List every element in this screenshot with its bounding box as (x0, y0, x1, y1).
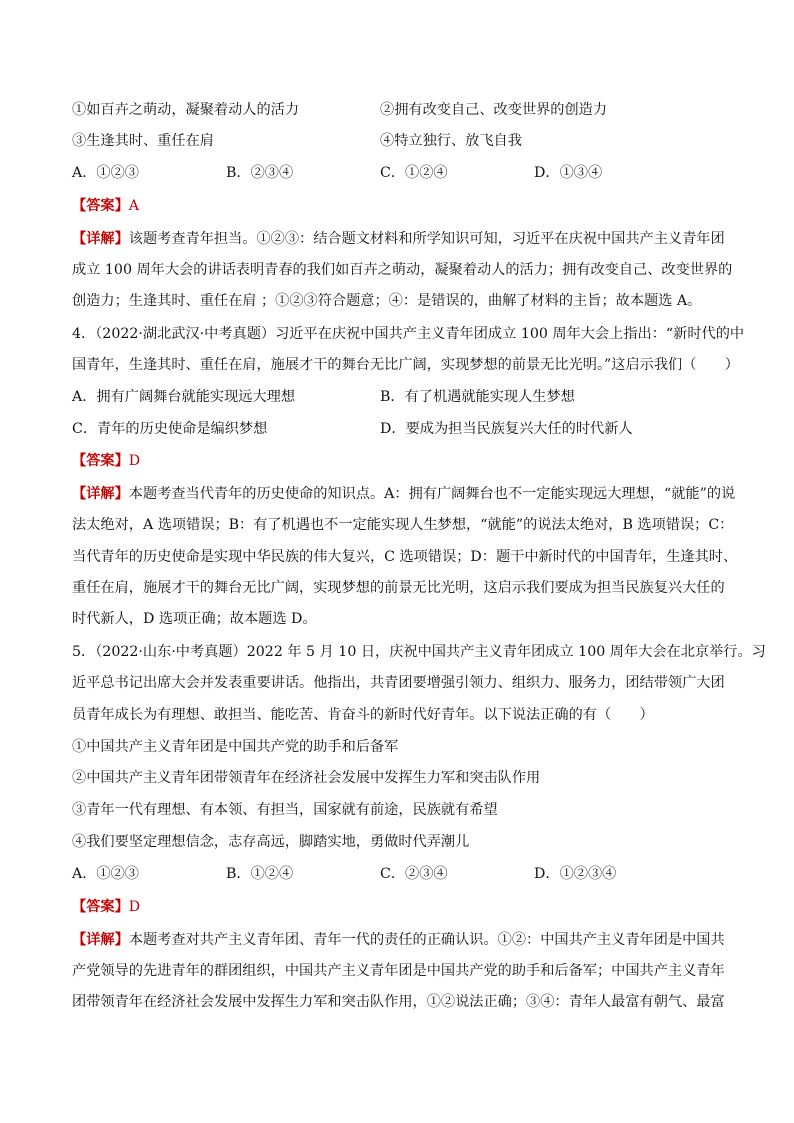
q4-answer-line (72, 451, 140, 471)
answer-value: D (128, 453, 141, 469)
q3-answer-line (72, 196, 139, 216)
answer-tag: 【答案】 (72, 198, 129, 214)
q5-detail-line-2: 产党领导的先进青年的群团组织，中国共产主义青年团是中国共产党的助手和后备军；中国共产主义青年 (72, 963, 725, 979)
q4-stem-line-2: 国青年，生逢其时、重任在肩，施展才干的舞台无比广阔，实现梦想的前景无比光明。”这启示我们（ ） (72, 357, 739, 373)
q5-detail-line-3: 团带领青年在经济社会发展中发挥生力军和突击队作用，①②说法正确；③④：青年人最富有朝气、最富 (72, 994, 725, 1010)
q5-option-d: D．①②③④ (534, 866, 617, 882)
q5-detail-line-1 (72, 930, 725, 950)
q5-stem-line-3: 员青年成长为有理想、敢担当、能吃苦、肯奋斗的新时代好青年。以下说法正确的有（ ） (72, 707, 654, 723)
q5-statement-1: ①中国共产主义青年团是中国共产党的助手和后备军 (72, 739, 399, 755)
q3-option-d: D．①③④ (534, 165, 603, 181)
q4-option-a: A．拥有广阔舞台就能实现远大理想 (72, 389, 296, 405)
q5-stem-line-2: 近平总书记出席大会并发表重要讲话。他指出，共青团要增强引领力、组织力、服务力，团结带领广大团 (72, 675, 725, 691)
q4-detail-line-5: 时代新人，D 选项正确；故本题选 D。 (72, 611, 317, 627)
detail-text: 本题考查当代青年的历史使命的知识点。A：拥有广阔舞台也不一定能实现远大理想，“就能”的说 (128, 486, 736, 502)
answer-tag: 【答案】 (72, 453, 129, 469)
q4-detail-line-4: 重任在肩，施展才干的舞台无比广阔，实现梦想的前景无比光明，这启示我们要成为担当民族复兴大任的 (72, 580, 725, 596)
answer-value: D (128, 899, 141, 915)
q5-statement-2: ②中国共产主义青年团带领青年在经济社会发展中发挥生力军和突击队作用 (72, 770, 541, 786)
q3-statement-1: ①如百卉之萌动，凝聚着动人的活力 (72, 102, 300, 118)
q5-statement-3: ③青年一代有理想、有本领、有担当，国家就有前途，民族就有希望 (72, 802, 498, 818)
detail-tag: 【详解】 (72, 231, 129, 247)
q5-option-b: B．①②④ (226, 866, 294, 882)
answer-value: A (128, 198, 140, 214)
q4-detail-line-1 (72, 484, 735, 504)
q3-statement-2: ②拥有改变自己、改变世界的创造力 (380, 102, 608, 118)
q5-stem-line-1: 5．（2022·山东·中考真题）2022 年 5 月 10 日，庆祝中国共产主义青年团成立 100 周年大会在北京举行。习 (72, 644, 766, 660)
q4-option-d: D．要成为担当民族复兴大任的时代新人 (380, 421, 633, 437)
q4-detail-line-3: 当代青年的历史使命是实现中华民族的伟大复兴，C 选项错误；D：题干中新时代的中国青年，生逢其时、 (72, 549, 738, 565)
q3-detail-line-2: 成立 100 周年大会的讲话表明青春的我们如百卉之萌动，凝聚着动人的活力；拥有改变自己、改变世界的 (72, 262, 733, 278)
q3-statement-3: ③生逢其时、重任在肩 (72, 133, 214, 149)
q3-detail-line-3: 创造力；生逢其时、重任在肩 ；①②③符合题意；④：是错误的，曲解了材料的主旨；故本题选 A。 (72, 293, 702, 309)
detail-text: 本题考查对共产主义青年团、青年一代的责任的正确认识。①②：中国共产主义青年团是中国共 (128, 932, 725, 948)
detail-tag: 【详解】 (72, 486, 129, 502)
q4-stem-line-1: 4．（2022·湖北武汉·中考真题）习近平在庆祝中国共产主义青年团成立 100 周年大会上指出：“新时代的中 (72, 326, 745, 342)
q5-answer-line (72, 897, 140, 917)
answer-tag: 【答案】 (72, 899, 129, 915)
detail-text: 该题考查青年担当。①②③：结合题文材料和所学知识可知，习近平在庆祝中国共产主义青年团 (128, 231, 725, 247)
q4-option-b: B．有了机遇就能实现人生梦想 (380, 389, 575, 405)
q3-option-c: C．①②④ (380, 165, 448, 181)
q5-option-c: C．②③④ (380, 866, 448, 882)
q4-option-c: C．青年的历史使命是编织梦想 (72, 421, 268, 437)
q3-detail-line-1 (72, 229, 725, 249)
q3-option-b: B．②③④ (226, 165, 294, 181)
q5-statement-4: ④我们要坚定理想信念，志存高远，脚踏实地，勇做时代弄潮儿 (72, 834, 470, 850)
q3-option-a: A．①②③ (72, 165, 139, 181)
q4-detail-line-2: 法太绝对，A 选项错误；B：有了机遇也不一定能实现人生梦想，“就能”的说法太绝对，B 选项错误；C： (72, 517, 734, 533)
detail-tag: 【详解】 (72, 932, 129, 948)
q3-statement-4: ④特立独行、放飞自我 (380, 133, 522, 149)
q5-option-a: A．①②③ (72, 866, 139, 882)
